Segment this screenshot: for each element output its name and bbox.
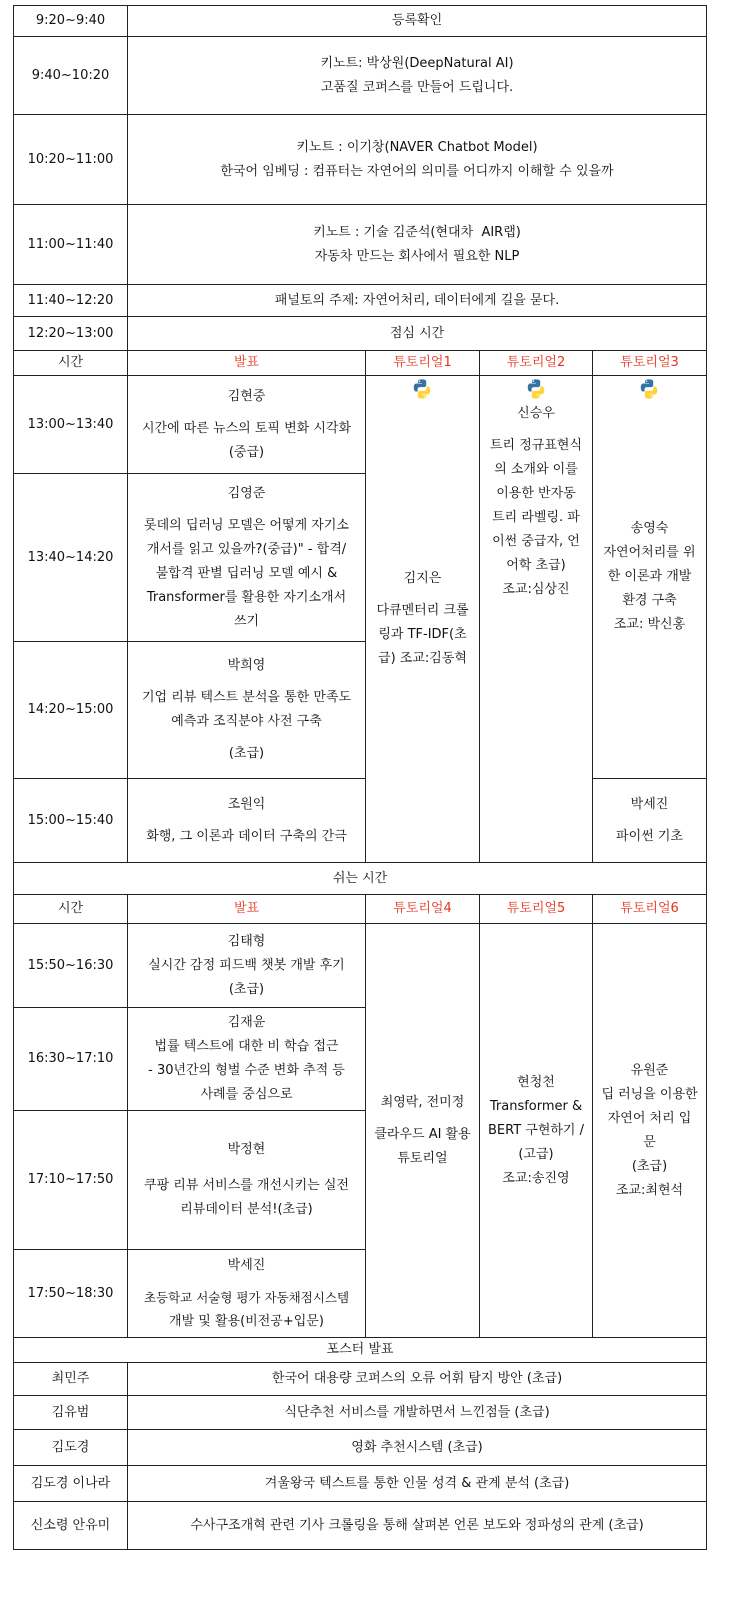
talk-title: 시간에 따른 뉴스의 토픽 변화 시각화 bbox=[141, 420, 352, 436]
tutorial-title: 한 이론과 개발 bbox=[607, 569, 692, 584]
header-time: 시간 bbox=[14, 895, 128, 924]
tutorial-title: Transformer & bbox=[489, 1098, 583, 1114]
time-cell: 17:10~17:50 bbox=[14, 1111, 128, 1250]
tutorial-3-cell bbox=[593, 376, 707, 779]
talk-speaker: 김재윤 bbox=[227, 1015, 266, 1030]
schedule-table bbox=[13, 5, 707, 1550]
tutorial-5-cell bbox=[480, 924, 593, 1338]
time-cell: 17:50~18:30 bbox=[14, 1250, 128, 1338]
header-tutorial-2: 튜토리얼2 bbox=[480, 351, 593, 376]
tutorial-assistant: 조교:심상진 bbox=[502, 582, 570, 597]
talk-title: 쓰기 bbox=[233, 613, 260, 629]
tutorial-1-cell bbox=[366, 376, 480, 863]
tutorial-title: 트리 라벨링. 파 bbox=[492, 510, 580, 525]
tutorial-2-cell bbox=[480, 376, 593, 863]
tutorial-speaker: 현청천 bbox=[517, 1074, 555, 1090]
talk-title: 실시간 감정 피드백 챗봇 개발 후기 bbox=[148, 957, 345, 973]
talk-title: 개발 및 활용(비전공+입문) bbox=[169, 1313, 324, 1329]
talk-speaker: 김현중 bbox=[227, 388, 266, 404]
tutorial-title: 문 bbox=[643, 1134, 656, 1150]
talk-speaker: 김영준 bbox=[227, 485, 266, 501]
keynote-title: 고품질 코퍼스를 만들어 드립니다. bbox=[320, 79, 514, 95]
talk-title: (중급) bbox=[228, 444, 265, 460]
tutorial-speaker: 최영락, 전미정 bbox=[380, 1094, 465, 1110]
poster-presenter: 최민주 bbox=[14, 1363, 128, 1396]
header-talk: 발표 bbox=[128, 351, 366, 376]
header-tutorial-3: 튜토리얼3 bbox=[593, 351, 707, 376]
header-tutorial-6: 튜토리얼6 bbox=[593, 895, 707, 924]
tutorial-title: 트리 정규표현식 bbox=[489, 438, 583, 453]
talk-title: 초등학교 서술형 평가 자동채점시스템 bbox=[143, 1289, 350, 1305]
talk-cell bbox=[128, 376, 366, 474]
talk-speaker: 박정현 bbox=[227, 1142, 266, 1157]
event-cell bbox=[128, 6, 707, 37]
poster-presenter: 김유범 bbox=[14, 1396, 128, 1430]
talk-cell bbox=[128, 779, 366, 863]
talk-title: 불합격 판별 딥러닝 모델 예시 & bbox=[155, 565, 338, 581]
tutorial-title: 딥 러닝을 이용한 bbox=[601, 1086, 698, 1102]
tutorial-title: 자연어 처리 입 bbox=[607, 1110, 692, 1126]
tutorial-title: 환경 구축 bbox=[622, 593, 677, 608]
tutorial-title: 파이썬 기초 bbox=[616, 828, 683, 844]
tutorial-level: (초급) bbox=[631, 1158, 668, 1174]
poster-topic: 겨울왕국 텍스트를 통한 인물 성격 & 관계 분석 (초급) bbox=[128, 1466, 707, 1502]
tutorial-title: 이용한 반자동 bbox=[496, 486, 576, 501]
tutorial-speaker: 박세진 bbox=[630, 796, 669, 812]
keynote-cell bbox=[128, 37, 707, 115]
talk-title: (초급) bbox=[228, 981, 265, 997]
talk-cell bbox=[128, 924, 366, 1008]
talk-cell bbox=[128, 1250, 366, 1338]
keynote-title: 자동차 만드는 회사에서 필요한 NLP bbox=[314, 248, 520, 264]
talk-speaker: 박희영 bbox=[227, 658, 266, 673]
keynote-cell bbox=[128, 205, 707, 285]
event-text: 등록확인 bbox=[391, 13, 443, 28]
talk-title: 쿠팡 리뷰 서비스를 개선시키는 실전 bbox=[144, 1178, 349, 1193]
tutorial-title: 의 소개와 이를 bbox=[494, 462, 578, 477]
tutorial-title: 다큐멘터리 크롤 bbox=[376, 603, 469, 618]
talk-title: - 30년간의 형벌 수준 변화 추적 등 bbox=[148, 1063, 345, 1078]
keynote-speaker: 키노트 : 이기창(NAVER Chatbot Model) bbox=[296, 139, 538, 155]
tutorial-title: 어학 초급) bbox=[506, 558, 566, 573]
talk-speaker: 조원익 bbox=[227, 796, 266, 812]
header-time: 시간 bbox=[14, 351, 128, 376]
talk-title: 기업 리뷰 텍스트 분석을 통한 만족도 bbox=[141, 690, 352, 705]
time-cell: 13:40~14:20 bbox=[14, 474, 128, 642]
tutorial-title: 튜토리얼 bbox=[397, 1150, 448, 1166]
header-tutorial-4: 튜토리얼4 bbox=[366, 895, 480, 924]
tutorial-speaker: 신승우 bbox=[517, 406, 555, 421]
time-cell: 11:00~11:40 bbox=[14, 205, 128, 285]
tutorial-title: 이썬 중급자, 언 bbox=[492, 534, 580, 549]
talk-speaker: 박세진 bbox=[227, 1257, 266, 1273]
talk-title: 롯데의 딥러닝 모델은 어떻게 자기소 bbox=[144, 517, 349, 533]
time-cell: 9:40~10:20 bbox=[14, 37, 128, 115]
talk-title: 리뷰데이터 분석!(초급) bbox=[180, 1202, 313, 1217]
talk-cell bbox=[128, 474, 366, 642]
talk-cell bbox=[128, 1008, 366, 1111]
header-tutorial-1: 튜토리얼1 bbox=[366, 351, 480, 376]
poster-topic: 영화 추천시스템 (초급) bbox=[128, 1430, 707, 1466]
tutorial-title: BERT 구현하기 / bbox=[487, 1122, 585, 1138]
time-cell: 15:00~15:40 bbox=[14, 779, 128, 863]
talk-title: 법률 텍스트에 대한 비 학습 접근 bbox=[154, 1039, 339, 1054]
tutorial-speaker: 유원준 bbox=[630, 1062, 669, 1078]
lunch-cell bbox=[128, 317, 707, 351]
time-cell: 12:20~13:00 bbox=[14, 317, 128, 351]
poster-topic: 수사구조개혁 관련 기사 크롤링을 통해 살펴본 언론 보도와 정파성의 관계 (초급) bbox=[128, 1502, 707, 1550]
tutorial-speaker: 김지은 bbox=[403, 571, 442, 586]
talk-level: (초급) bbox=[228, 746, 265, 761]
keynote-speaker: 키노트: 박상원(DeepNatural AI) bbox=[320, 55, 514, 71]
keynote-speaker: 키노트 : 기술 김준석(현대차 AIR랩) bbox=[313, 224, 521, 240]
time-cell: 11:40~12:20 bbox=[14, 285, 128, 317]
panel-text: 패널토의 주제: 자연어처리, 데이터에게 길을 묻다. bbox=[274, 292, 560, 308]
tutorial-4-cell bbox=[366, 924, 480, 1338]
poster-topic: 식단추천 서비스를 개발하면서 느낀점들 (초급) bbox=[128, 1396, 707, 1430]
time-cell: 16:30~17:10 bbox=[14, 1008, 128, 1111]
tutorial-6-cell bbox=[593, 924, 707, 1338]
tutorial-title: 링과 TF-IDF(초 bbox=[378, 627, 467, 642]
tutorial-speaker: 송영숙 bbox=[630, 521, 669, 536]
tutorial-3b-cell bbox=[593, 779, 707, 863]
talk-cell bbox=[128, 642, 366, 779]
talk-title: Transformer를 활용한 자기소개서 bbox=[146, 589, 347, 605]
tutorial-assistant: 조교:송진영 bbox=[502, 1170, 570, 1186]
time-cell: 15:50~16:30 bbox=[14, 924, 128, 1008]
talk-title: 개서를 읽고 있을까?(중급)" - 합격/ bbox=[146, 541, 347, 557]
python-logo-icon bbox=[525, 378, 547, 400]
header-talk: 발표 bbox=[128, 895, 366, 924]
talk-speaker: 김태형 bbox=[227, 933, 266, 949]
panel-cell bbox=[128, 285, 707, 317]
poster-title-cell: 포스터 발표 bbox=[14, 1338, 707, 1363]
time-cell: 9:20~9:40 bbox=[14, 6, 128, 37]
talk-cell bbox=[128, 1111, 366, 1250]
time-cell: 14:20~15:00 bbox=[14, 642, 128, 779]
tutorial-assistant: 조교:최현석 bbox=[615, 1182, 684, 1198]
python-logo-icon bbox=[638, 378, 660, 400]
poster-presenter: 김도경 이나라 bbox=[14, 1466, 128, 1502]
tutorial-title: 급) 조교:김동혁 bbox=[378, 651, 467, 666]
python-logo-icon bbox=[411, 378, 433, 400]
tutorial-title: 클라우드 AI 활용 bbox=[374, 1126, 471, 1142]
poster-presenter: 신소령 안유미 bbox=[14, 1502, 128, 1550]
keynote-cell bbox=[128, 115, 707, 205]
poster-topic: 한국어 대용량 코퍼스의 오류 어휘 탐지 방안 (초급) bbox=[128, 1363, 707, 1396]
header-tutorial-5: 튜토리얼5 bbox=[480, 895, 593, 924]
tutorial-assistant: 조교: 박신홍 bbox=[613, 617, 686, 632]
tutorial-title: (고급) bbox=[518, 1146, 554, 1162]
time-cell: 10:20~11:00 bbox=[14, 115, 128, 205]
tutorial-title: 자연어처리를 위 bbox=[603, 545, 696, 560]
keynote-title: 한국어 임베딩 : 컴퓨터는 자연어의 의미를 어디까지 이해할 수 있을까 bbox=[220, 163, 614, 179]
poster-presenter: 김도경 bbox=[14, 1430, 128, 1466]
lunch-text: 점심 시간 bbox=[389, 325, 445, 341]
talk-title: 예측과 조직분야 사전 구축 bbox=[171, 714, 322, 729]
talk-title: 사례를 중심으로 bbox=[200, 1087, 293, 1102]
break-cell: 쉬는 시간 bbox=[14, 863, 707, 895]
time-cell: 13:00~13:40 bbox=[14, 376, 128, 474]
talk-title: 화행, 그 이론과 데이터 구축의 간극 bbox=[146, 828, 347, 844]
